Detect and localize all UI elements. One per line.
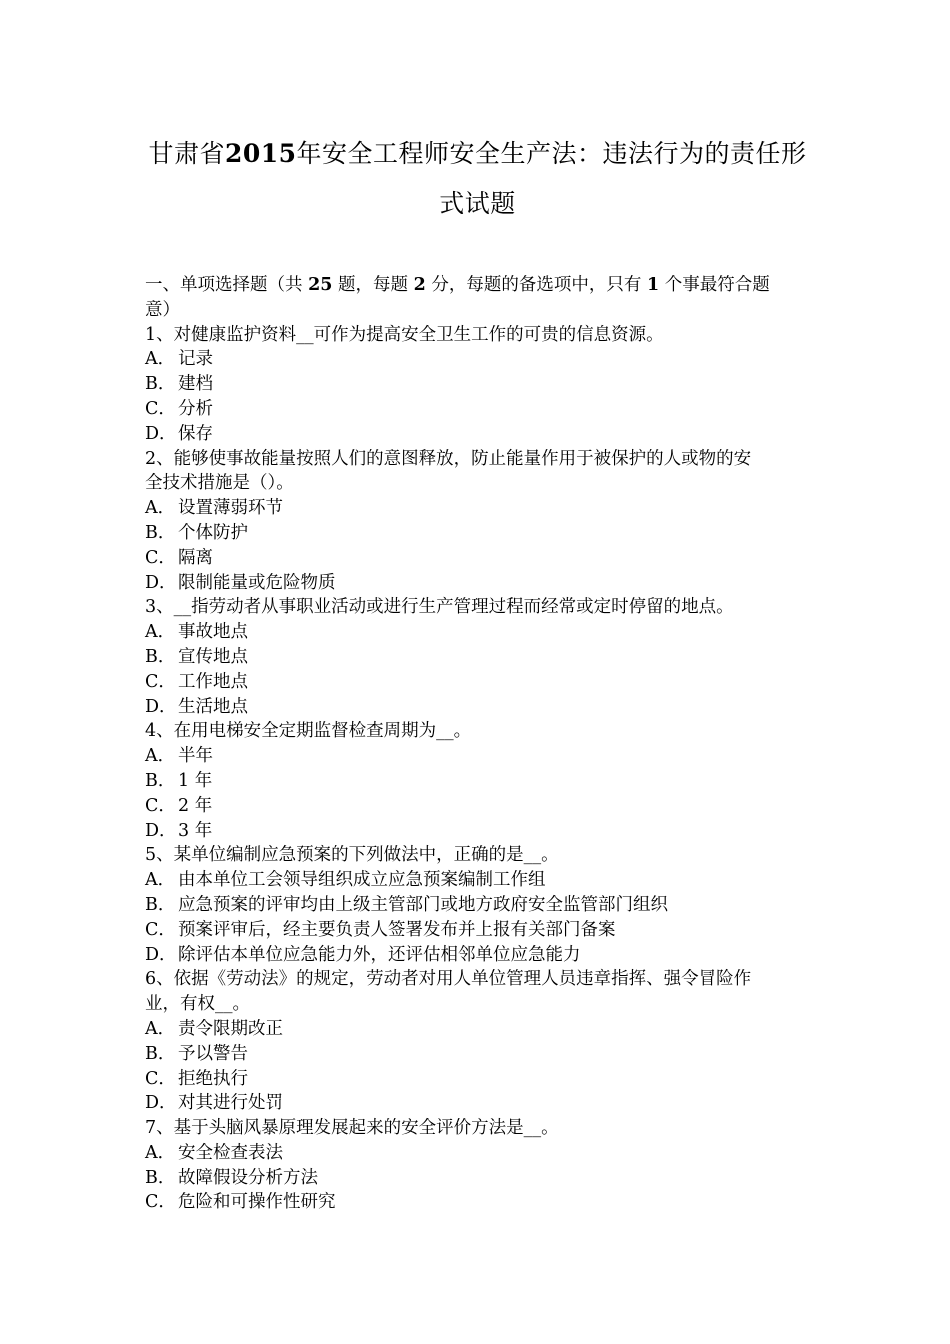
option-label: B．: [145, 646, 176, 667]
answer-option: [145, 1067, 810, 1092]
option-label: B．: [145, 770, 176, 791]
question-stem-cont: 全技术措施是（）。: [145, 473, 294, 494]
option-text: 宣传地点: [178, 646, 248, 667]
option-label: B．: [145, 1167, 176, 1188]
option-label: B．: [145, 374, 176, 395]
answer-option: [145, 670, 810, 695]
answer-option: [145, 546, 810, 571]
title-line-2: 式试题: [439, 189, 516, 218]
question-stem: 1、对健康监护资料__可作为提高安全卫生工作的可贵的信息资源。: [145, 324, 664, 345]
answer-option: [145, 918, 810, 943]
question-item: [145, 447, 810, 596]
option-text: 安全检查表法: [178, 1142, 283, 1163]
option-label: D．: [145, 572, 177, 593]
answer-option: [145, 769, 810, 794]
answer-option: [145, 1190, 810, 1215]
section-single-choice: [145, 273, 810, 1215]
answer-option: [145, 893, 810, 918]
option-text: 对其进行处罚: [178, 1093, 283, 1114]
option-label: C．: [145, 795, 176, 816]
option-label: A．: [145, 498, 176, 519]
option-text: 生活地点: [178, 696, 248, 717]
option-text: 事故地点: [178, 622, 248, 643]
answer-option: [145, 868, 810, 893]
answer-option: [145, 1166, 810, 1191]
option-label: A．: [145, 746, 176, 767]
option-label: D．: [145, 1093, 177, 1114]
option-text: 工作地点: [178, 671, 248, 692]
option-text: 建档: [178, 374, 213, 395]
answer-option: [145, 744, 810, 769]
answer-option: [145, 372, 810, 397]
option-label: D．: [145, 423, 177, 444]
option-label: C．: [145, 919, 176, 940]
option-text: 3 年: [178, 820, 213, 841]
option-text: 分析: [178, 398, 213, 419]
option-label: B．: [145, 894, 176, 915]
option-text: 责令限期改正: [178, 1018, 283, 1039]
question-list: [145, 323, 810, 1216]
question-stem-cont: 业，有权__。: [145, 994, 250, 1015]
answer-option: [145, 819, 810, 844]
answer-option: [145, 620, 810, 645]
option-label: C．: [145, 398, 176, 419]
option-text: 记录: [178, 349, 213, 370]
option-text: 预案评审后，经主要负责人签署发布并上报有关部门备案: [178, 919, 616, 940]
option-text: 限制能量或危险物质: [178, 572, 336, 593]
option-label: A．: [145, 349, 176, 370]
answer-option: [145, 645, 810, 670]
answer-option: [145, 422, 810, 447]
question-item: [145, 595, 810, 719]
option-label: A．: [145, 622, 176, 643]
option-label: C．: [145, 1068, 176, 1089]
title-line-1: 甘肃省2015年安全工程师安全生产法：违法行为的责任形: [148, 139, 807, 168]
option-label: B．: [145, 522, 176, 543]
answer-option: [145, 521, 810, 546]
option-text: 保存: [178, 423, 213, 444]
option-label: C．: [145, 547, 176, 568]
answer-option: [145, 1091, 810, 1116]
section-heading-cont: 意）: [145, 299, 180, 320]
option-label: D．: [145, 944, 177, 965]
option-text: 故障假设分析方法: [178, 1167, 318, 1188]
question-stem: 7、基于头脑风暴原理发展起来的安全评价方法是__。: [145, 1118, 559, 1139]
answer-option: [145, 347, 810, 372]
document-page: [145, 0, 810, 1215]
question-stem: 6、依据《劳动法》的规定，劳动者对用人单位管理人员违章指挥、强令冒险作: [145, 969, 752, 990]
option-text: 隔离: [178, 547, 213, 568]
answer-option: [145, 1017, 810, 1042]
question-stem: 4、在用电梯安全定期监督检查周期为__。: [145, 721, 472, 742]
option-label: C．: [145, 671, 176, 692]
question-stem: 3、__指劳动者从事职业活动或进行生产管理过程而经常或定时停留的地点。: [145, 597, 734, 618]
option-text: 应急预案的评审均由上级主管部门或地方政府安全监管部门组织: [178, 894, 668, 915]
option-label: D．: [145, 820, 177, 841]
option-text: 拒绝执行: [178, 1068, 248, 1089]
option-text: 个体防护: [178, 522, 248, 543]
question-item: [145, 843, 810, 967]
option-label: A．: [145, 1142, 176, 1163]
option-text: 设置薄弱环节: [178, 498, 283, 519]
option-label: A．: [145, 1018, 176, 1039]
answer-option: [145, 1042, 810, 1067]
option-text: 1 年: [178, 770, 213, 791]
option-label: D．: [145, 696, 177, 717]
option-label: B．: [145, 1043, 176, 1064]
option-label: A．: [145, 870, 176, 891]
answer-option: [145, 943, 810, 968]
option-text: 危险和可操作性研究: [178, 1192, 336, 1213]
answer-option: [145, 794, 810, 819]
question-item: [145, 1116, 810, 1215]
answer-option: [145, 397, 810, 422]
question-item: [145, 967, 810, 1116]
option-text: 予以警告: [178, 1043, 248, 1064]
answer-option: [145, 496, 810, 521]
option-text: 2 年: [178, 795, 213, 816]
question-item: [145, 719, 810, 843]
option-text: 半年: [178, 746, 213, 767]
answer-option: [145, 1141, 810, 1166]
document-title: [145, 129, 810, 229]
option-text: 除评估本单位应急能力外，还评估相邻单位应急能力: [178, 944, 581, 965]
answer-option: [145, 571, 810, 596]
option-text: 由本单位工会领导组织成立应急预案编制工作组: [178, 870, 546, 891]
option-label: C．: [145, 1192, 176, 1213]
question-stem: 5、某单位编制应急预案的下列做法中，正确的是__。: [145, 845, 559, 866]
question-stem: 2、能够使事故能量按照人们的意图释放，防止能量作用于被保护的人或物的安: [145, 448, 752, 469]
section-heading: 一、单项选择题（共 25 题，每题 2 分，每题的备选项中，只有 1 个事最符合题: [145, 275, 770, 295]
question-item: [145, 323, 810, 447]
answer-option: [145, 695, 810, 720]
